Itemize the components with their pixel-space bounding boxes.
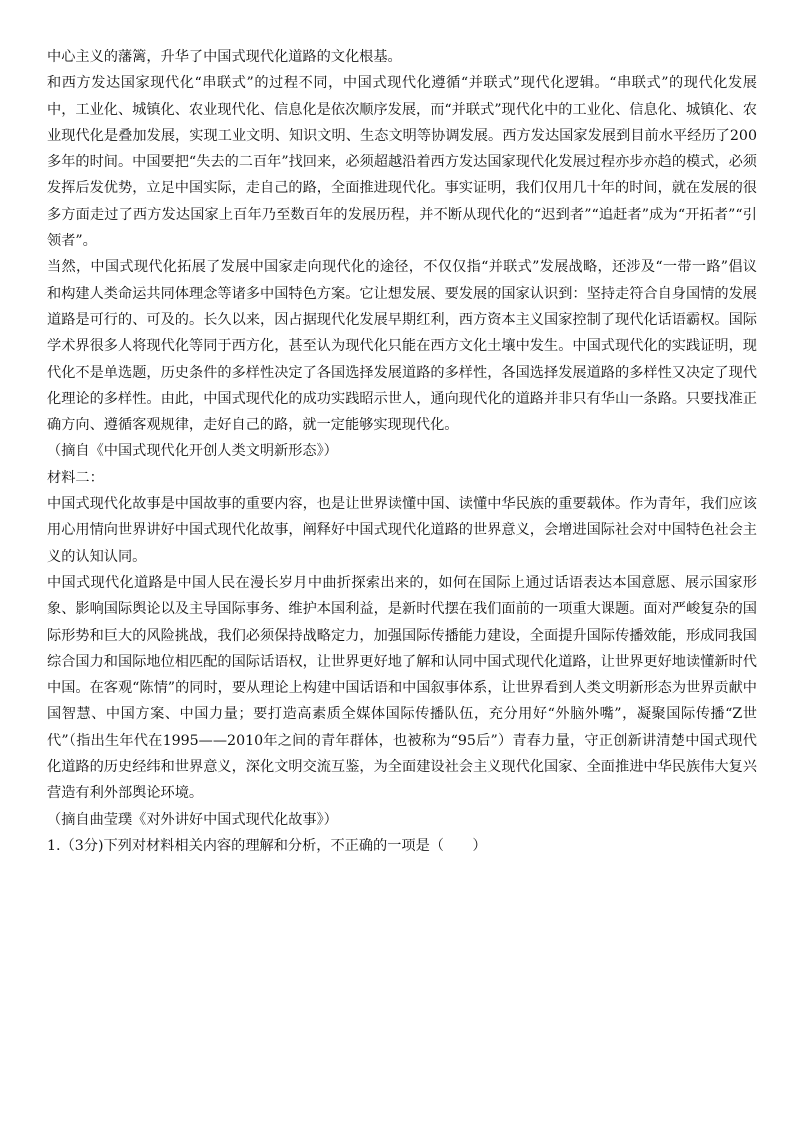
- source-citation-2: （摘自曲莹璞《对外讲好中国式现代化故事》）: [47, 811, 338, 828]
- paragraph-international-discourse: 中国式现代化道路是中国人民在漫长岁月中曲折探索出来的，如何在国际上通过话语表达本国意愿、展示国家形象、影响国际舆论以及主导国际事务、维护本国利益，是新时代摆在我们面前的一项重大课题。面对严峻复杂的国际形势和巨大的风险挑战，我们必须保持战略定力，加强国际传播能力建设，全面提升国际传播效能，形成同我国综合国力和国际地位相匹配的国际话语权，让世界更好地了解和认同中国式现代化道路，让世界更好地读懂新时代中国。在客观“陈情”的同时，要从理论上构建中国话语和中国叙事体系，让世界看到人类文明新形态为世界贡献中国智慧、中国方案、中国力量；要打造高素质全媒体国际传播队伍，充分用好“外脑外嘴”，凝聚国际传播“Z世代”（指出生年代在1995——2010年之间的青年群体，也被称为“95后”）青春力量，守正创新讲清楚中国式现代化道路的历史经纬和世界意义，深化文明交流互鉴，为全面建设社会主义现代化国家、全面推进中华民族伟大复兴营造有利外部舆论环境。: [47, 574, 757, 802]
- document-page: [47, 44, 757, 859]
- source-citation-1: （摘自《中国式现代化开创人类文明新形态》）: [47, 443, 338, 460]
- paragraph-closing-line: 中心主义的藩篱，升华了中国式现代化道路的文化根基。: [47, 49, 402, 65]
- paragraph-story-telling: 中国式现代化故事是中国故事的重要内容，也是让世界读懂中国、读懂中华民族的重要载体。作为青年，我们应该用心用情向世界讲好中国式现代化故事，阐释好中国式现代化道路的世界意义，会增进国际社会对中国特色社会主义的认知认同。: [47, 496, 757, 565]
- material-2-heading: 材料二：: [47, 469, 104, 486]
- paragraph-series-parallel: 和西方发达国家现代化“串联式”的过程不同，中国式现代化遵循“并联式”现代化逻辑。“串联式”的现代化发展中，工业化、城镇化、农业现代化、信息化是依次顺序发展，而“并联式”现代化中的工业化、信息化、城镇化、农业现代化是叠加发展，实现工业文明、知识文明、生态文明等协调发展。西方发达国家发展到目前水平经历了200多年的时间。中国要把“失去的二百年”找回来，必须超越沿着西方发达国家现代化发展过程亦步亦趋的模式，必须发挥后发优势，立足中国实际，走自己的路，全面推进现代化。事实证明，我们仅用几十年的时间，就在发展的很多方面走过了西方发达国家上百年乃至数百年的发展历程，并不断从现代化的“迟到者”“追赶者”成为“开拓者”“引领者”。: [47, 75, 757, 250]
- paragraph-development-path: 当然，中国式现代化拓展了发展中国家走向现代化的途径，不仅仅指“并联式”发展战略，还涉及“一带一路”倡议和构建人类命运共同体理念等诸多中国特色方案。它让想发展、要发展的国家认识到：坚持走符合自身国情的发展道路是可行的、可及的。长久以来，因占据现代化发展早期红利，西方资本主义国家控制了现代化话语霸权。国际学术界很多人将现代化等同于西方化，甚至认为现代化只能在西方文化土壤中发生。中国式现代化的实践证明，现代化不是单选题，历史条件的多样性决定了各国选择发展道路的多样性，各国选择发展道路的多样性又决定了现代化理论的多样性。由此，中国式现代化的成功实践昭示世人，通向现代化的道路并非只有华山一条路。只要找准正确方向、遵循客观规律，走好自己的路，就一定能够实现现代化。: [47, 259, 757, 434]
- question-1: 1.（3分)下列对材料相关内容的理解和分析，不正确的一项是（ ）: [47, 837, 487, 854]
